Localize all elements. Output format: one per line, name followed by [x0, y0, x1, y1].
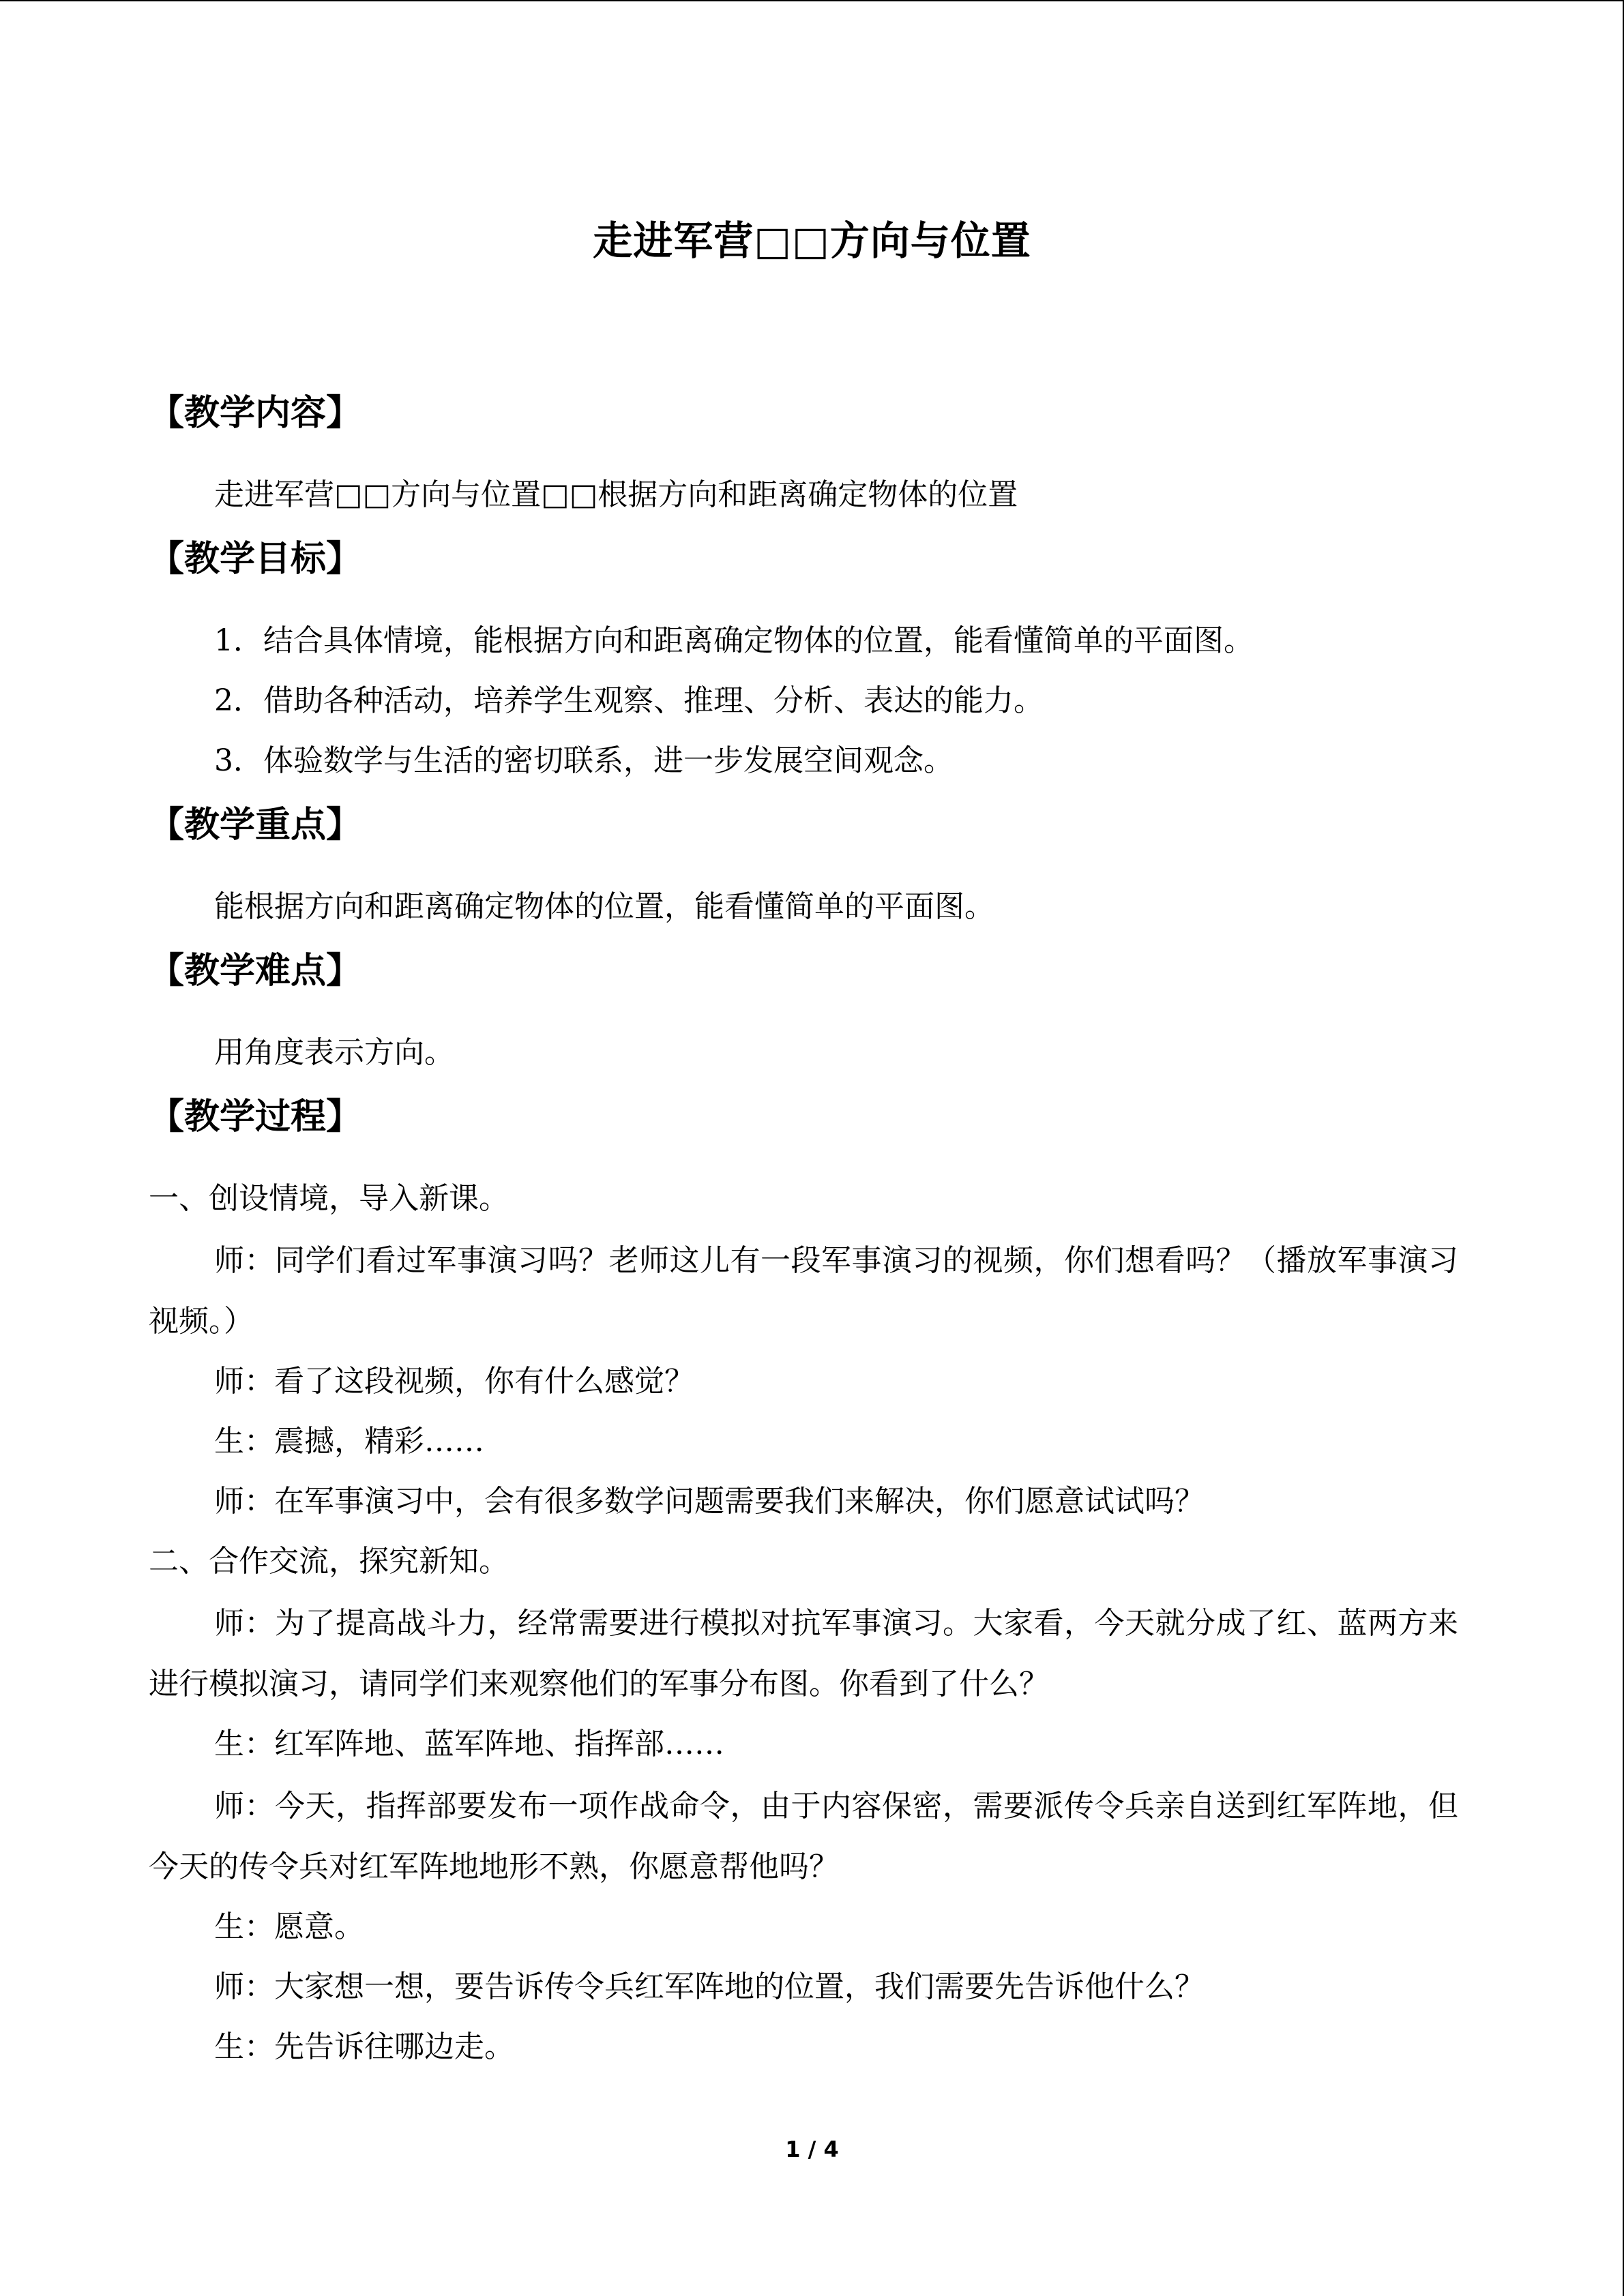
- process-paragraph: 生：先告诉往哪边走。: [214, 2029, 514, 2064]
- process-section-1: 一、创设情境，导入新课。: [149, 1181, 509, 1216]
- heading-difficulty: 【教学难点】: [149, 950, 362, 992]
- process-paragraph: 生：震撼，精彩……: [214, 1424, 484, 1459]
- process-paragraph: 师：在军事演习中，会有很多数学问题需要我们来解决，你们愿意试试吗？: [214, 1484, 1205, 1519]
- heading-process: 【教学过程】: [149, 1096, 362, 1137]
- goal-item-2: 2．借助各种活动，培养学生观察、推理、分析、表达的能力。: [214, 683, 1044, 718]
- process-paragraph: 师：大家想一想，要告诉传令兵红军阵地的位置，我们需要先告诉他什么？: [214, 1969, 1205, 2004]
- goal-item-3: 3．体验数学与生活的密切联系，进一步发展空间观念。: [214, 743, 954, 778]
- top-border: [0, 0, 1624, 1]
- process-paragraph: 师：为了提高战斗力，经常需要进行模拟对抗军事演习。大家看，今天就分成了红、蓝两方来进行模拟演习，请同学们来观察他们的军事分布图。你看到了什么？: [149, 1606, 1458, 1701]
- difficulty-text: 用角度表示方向。: [214, 1035, 454, 1070]
- key-points-text: 能根据方向和距离确定物体的位置，能看懂简单的平面图。: [214, 889, 994, 924]
- heading-key-points: 【教学重点】: [149, 804, 362, 846]
- process-paragraph: 生：红军阵地、蓝军阵地、指挥部……: [214, 1727, 724, 1761]
- page-number: 1 / 4: [785, 2136, 839, 2162]
- heading-goals: 【教学目标】: [149, 538, 362, 580]
- heading-content: 【教学内容】: [149, 392, 362, 434]
- process-section-2: 二、合作交流，探究新知。: [149, 1544, 509, 1579]
- process-paragraph: 师：同学们看过军事演习吗？老师这儿有一段军事演习的视频，你们想看吗？（播放军事演习视频。）: [149, 1243, 1458, 1339]
- process-paragraph: 生：愿意。: [214, 1909, 364, 1944]
- process-paragraph: 师：看了这段视频，你有什么感觉？: [214, 1364, 694, 1399]
- document-title: 走进军营□□方向与位置: [593, 218, 1031, 264]
- content-text: 走进军营□□方向与位置□□根据方向和距离确定物体的位置: [214, 477, 1018, 512]
- goal-item-1: 1．结合具体情境，能根据方向和距离确定物体的位置，能看懂简单的平面图。: [214, 623, 1254, 658]
- process-paragraph: 师：今天，指挥部要发布一项作战命令，由于内容保密，需要派传令兵亲自送到红军阵地，但今天的传令兵对红军阵地地形不熟，你愿意帮他吗？: [149, 1789, 1458, 1884]
